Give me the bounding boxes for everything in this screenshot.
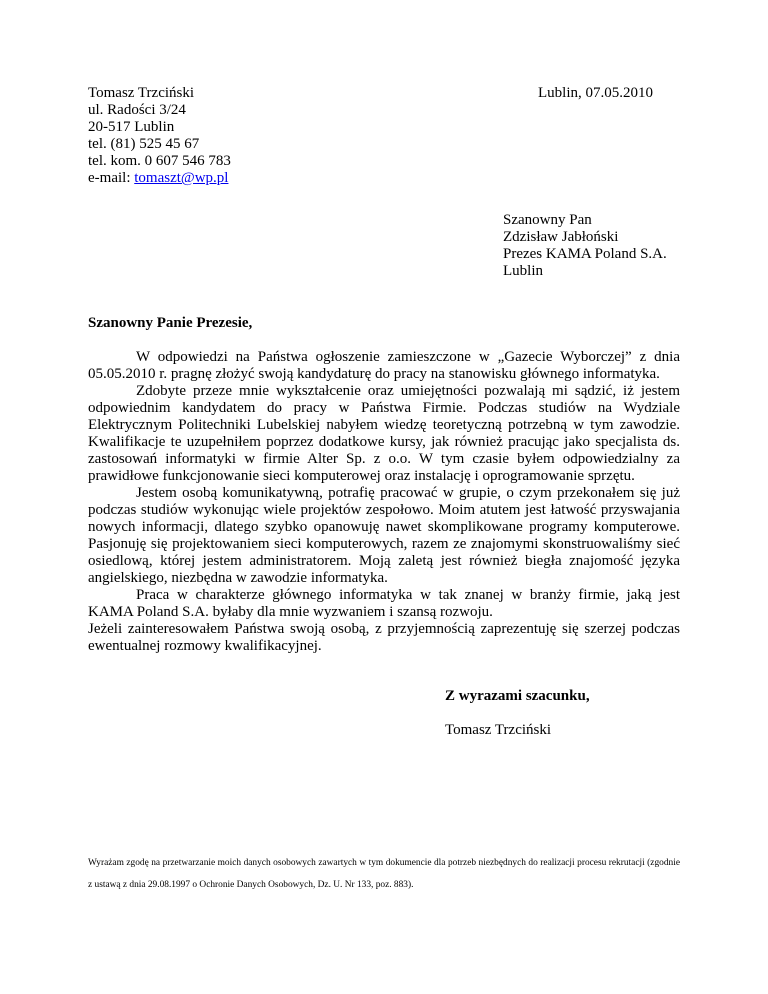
sender-mobile: tel. kom. 0 607 546 783	[88, 153, 231, 169]
sender-postal-city: 20-517 Lublin	[88, 119, 175, 135]
recipient-salutation-line: Szanowny Pan	[503, 212, 592, 228]
sender-phone: tel. (81) 525 45 67	[88, 136, 200, 152]
letter-body	[88, 349, 680, 655]
recipient-name: Zdzisław Jabłoński	[503, 229, 619, 245]
data-consent-clause: Wyrażam zgodę na przetwarzanie moich danych osobowych zawartych w tym dokumencie dla potrzeb niezbędnych do realizacji procesu rekrutacji (zgodnie z ustawą z dnia 29.08.1997 o Ochronie Danych Osobowych, Dz. U. Nr 133, poz. 883).	[88, 858, 680, 890]
recipient-address-block	[503, 212, 743, 280]
recipient-city: Lublin	[503, 263, 543, 279]
paragraph-motivation: Praca w charakterze głównego informatyka w tak znanej w branży firmie, jaką jest KAMA Poland S.A. byłaby dla mnie wyzwaniem i szansą rozwoju.	[88, 587, 680, 620]
signature: Tomasz Trzciński	[445, 722, 552, 738]
recipient-position: Prezes KAMA Poland S.A.	[503, 246, 667, 262]
sender-email-line	[88, 170, 408, 187]
paragraph-skills: Jestem osobą komunikatywną, potrafię pracować w grupie, o czym przekonałem się już podczas studiów wykonując wiele projektów zespołowo. Moim atutem jest łatwość przyswajania nowych informacji, dlatego szybko opanowuję nawet skomplikowane programy komputerowe. Pasjonuję się projektowaniem sieci komputerowych, razem ze znajomymi skonstruowaliśmy sieć osiedlową, której jestem administratorem. Moją zaletą jest również biegła znajomość języka angielskiego, niezbędna w zawodzie informatyka.	[88, 485, 680, 586]
paragraph-education: Zdobyte przeze mnie wykształcenie oraz umiejętności pozwalają mi sądzić, iż jestem odpowiednim kandydatem do pracy w Państwa Firmie. Podczas studiów na Wydziale Elektrycznym Politechniki Lubelskiej nabyłem wiedzę teoretyczną potrzebną w tym zawodzie. Kwalifikacje te uzupełniłem poprzez dodatkowe kursy, jak również pracując jako specjalista ds. zastosowań informatyki w firmie Alter Sp. z o.o. W tym czasie byłem odpowiedzialny za prawidłowe funkcjonowanie sieci komputerowej oraz instalację i oprogramowanie sprzętu.	[88, 383, 680, 484]
salutation: Szanowny Panie Prezesie,	[88, 315, 253, 331]
place-date: Lublin, 07.05.2010	[538, 85, 653, 101]
paragraph-interview: Jeżeli zainteresowałem Państwa swoją osobą, z przyjemnością zaprezentuję się szerzej podczas ewentualnej rozmowy kwalifikacyjnej.	[88, 621, 680, 654]
sender-name: Tomasz Trzciński	[88, 85, 195, 101]
closing-phrase: Z wyrazami szacunku,	[445, 688, 590, 704]
paragraph-application: W odpowiedzi na Państwa ogłoszenie zamieszczone w „Gazecie Wyborczej” z dnia 05.05.2010 r. pragnę złożyć swoją kandydaturę do pracy na stanowisku głównego informatyka.	[88, 349, 680, 382]
sender-email-label: e-mail:	[88, 170, 135, 186]
sender-address-block	[88, 85, 408, 187]
sender-email-link[interactable]: tomaszt@wp.pl	[134, 170, 229, 186]
sender-street: ul. Radości 3/24	[88, 102, 186, 118]
